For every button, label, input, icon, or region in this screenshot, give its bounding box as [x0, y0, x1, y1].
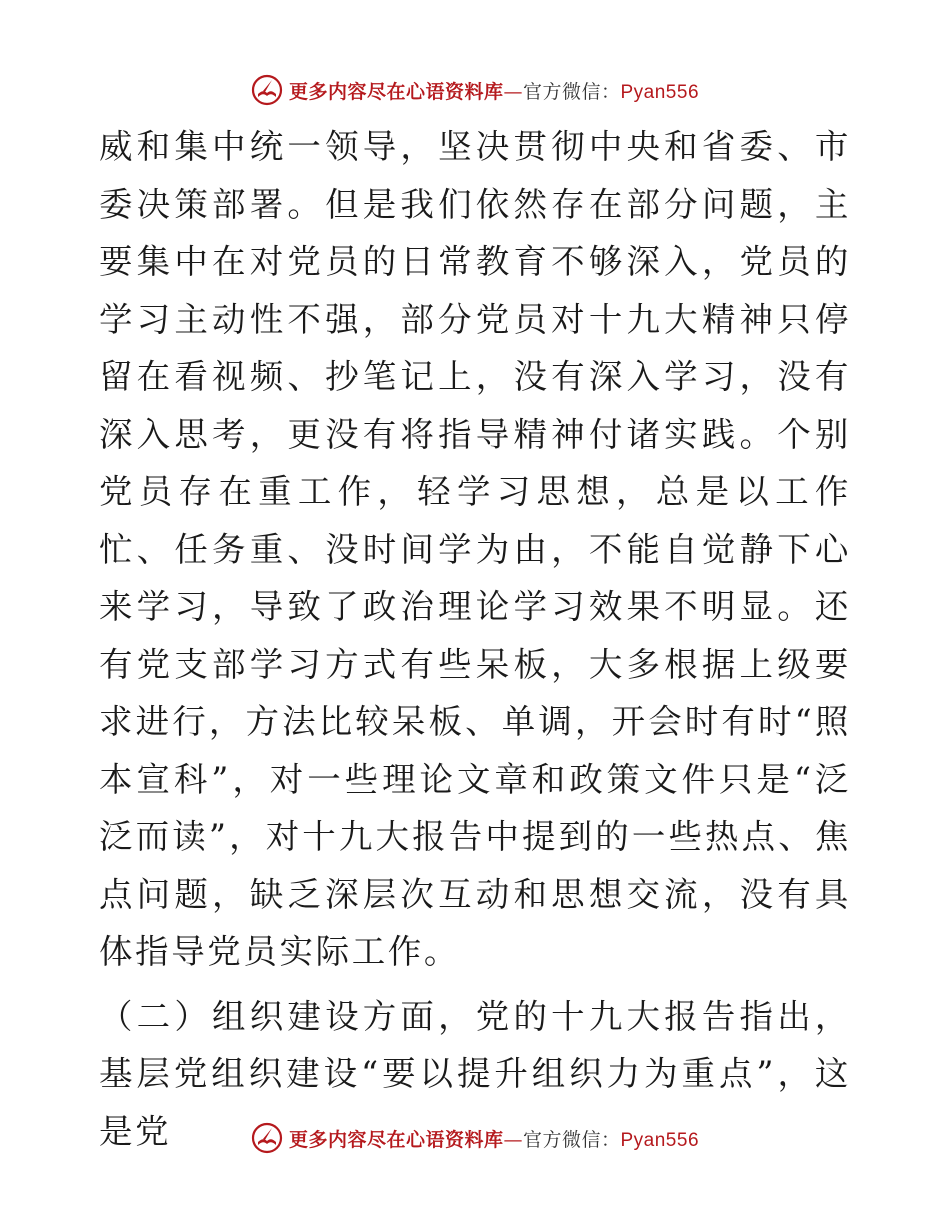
header-banner	[0, 70, 950, 110]
footer-dash: —	[503, 1128, 523, 1151]
book-quill-icon	[251, 74, 283, 106]
footer-sub-text: 官方微信：	[522, 1128, 621, 1151]
header-text	[289, 77, 699, 104]
footer-banner	[0, 1118, 950, 1158]
paragraph-1: 威和集中统一领导，坚决贯彻中央和省委、市委决策部署。但是我们依然存在部分问题，主要集中在对党员的日常教育不够深入，党员的学习主动性不强，部分党员对十九大精神只停留在看视频、抄笔记上，没有深入学习，没有深入思考，更没有将指导精神付诸实践。个别党员存在重工作，轻学习思想，总是以工作忙、任务重、没时间学为由，不能自觉静下心来学习，导致了政治理论学习效果不明显。还有党支部学习方式有些呆板，大多根据上级要求进行，方法比较呆板、单调，开会时有时“照本宣科”，对一些理论文章和政策文件只是“泛泛而读”，对十九大报告中提到的一些热点、焦点问题，缺乏深层次互动和思想交流，没有具体指导党员实际工作。	[99, 127, 851, 971]
paragraph-2: （二）组织建设方面，党的十九大报告指出，基层党组织建设“要以提升组织力为重点”，这是党	[99, 996, 851, 1151]
header-dash: —	[503, 80, 523, 103]
footer-main-text: 更多内容尽在心语资料库	[288, 1128, 504, 1151]
book-quill-icon	[251, 1122, 283, 1154]
footer-text	[289, 1125, 699, 1152]
header-main-text: 更多内容尽在心语资料库	[288, 80, 504, 103]
document-body	[99, 118, 851, 1160]
footer-wechat-id: Pyan556	[620, 1129, 700, 1151]
header-sub-text: 官方微信：	[522, 80, 621, 103]
header-wechat-id: Pyan556	[620, 81, 700, 103]
